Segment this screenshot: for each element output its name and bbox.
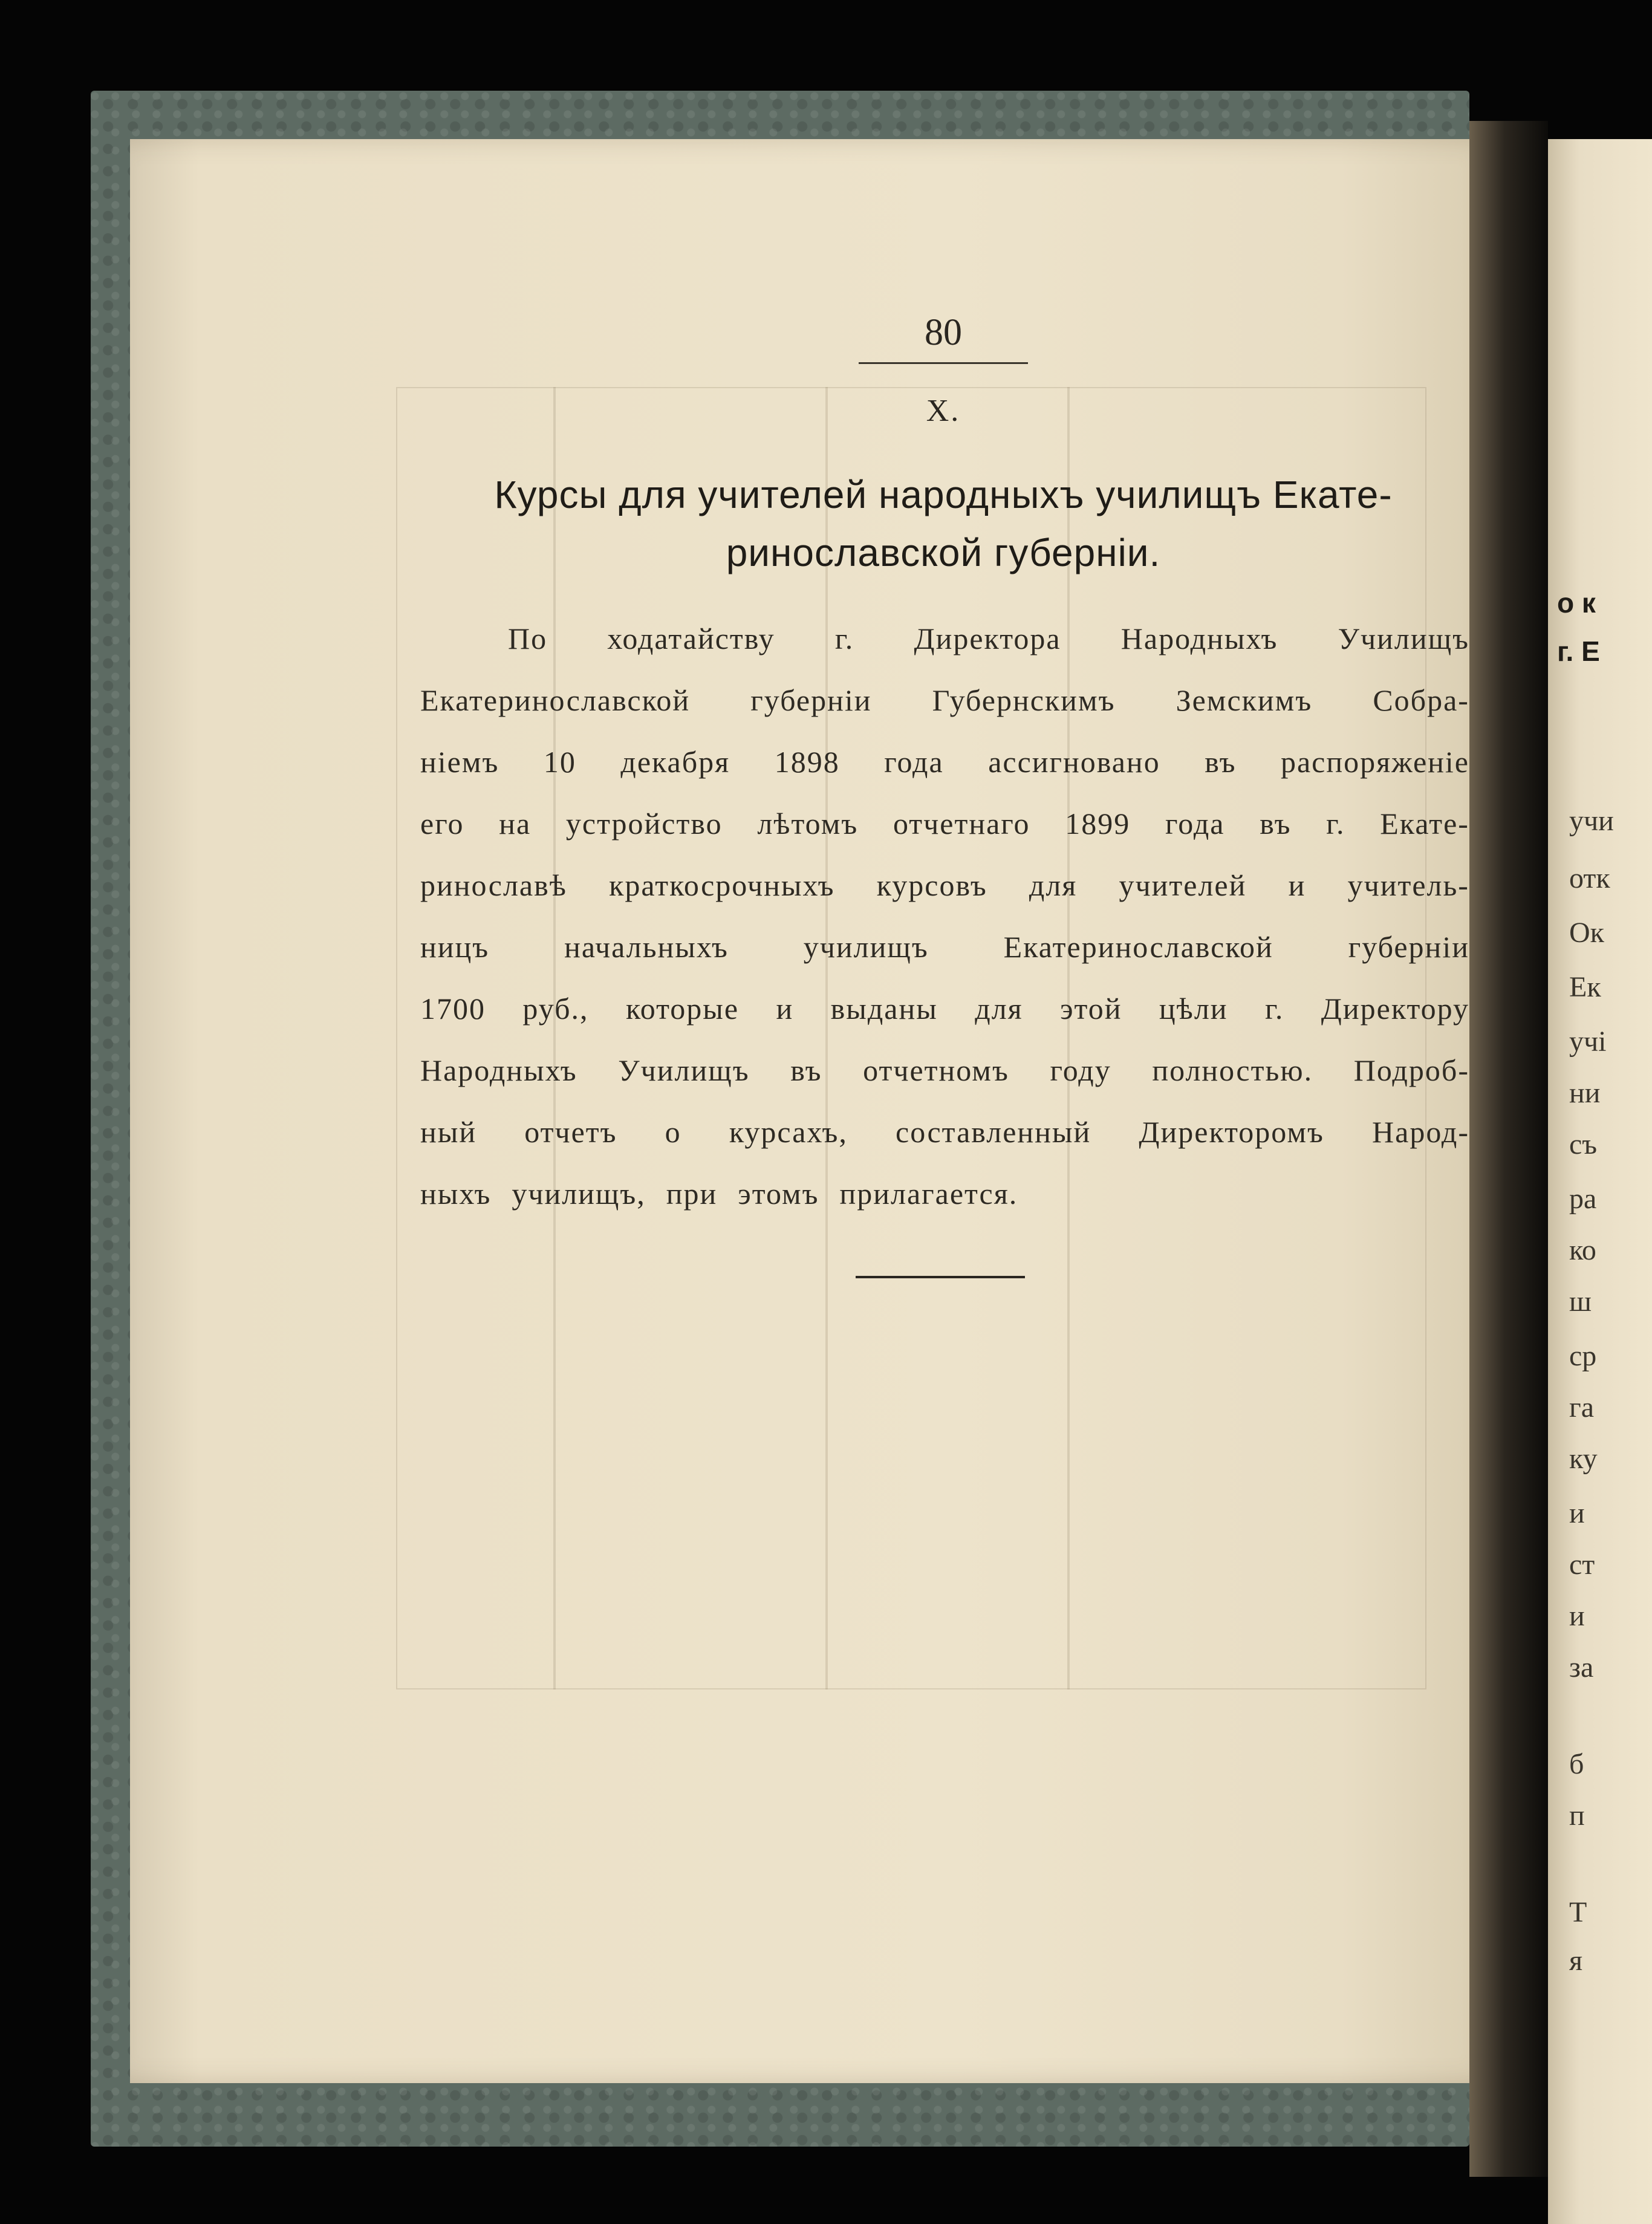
- word: лѣтомъ: [757, 807, 859, 841]
- word: въ: [1205, 745, 1237, 779]
- facing-text-fragment: и: [1569, 1600, 1585, 1632]
- text-line: [420, 608, 1469, 669]
- word: на: [499, 807, 532, 841]
- word: руб.,: [522, 992, 589, 1026]
- word: прилагается.: [839, 1177, 1018, 1211]
- word: которые: [625, 992, 740, 1026]
- word: года: [1165, 807, 1225, 841]
- word: для: [975, 992, 1023, 1026]
- word: Подроб-: [1353, 1053, 1469, 1087]
- section-title: [423, 466, 1463, 582]
- word: краткосрочныхъ: [609, 868, 835, 902]
- word: распоряженіе: [1280, 745, 1469, 779]
- text-line: [420, 669, 1469, 731]
- word: 1898: [774, 745, 840, 779]
- text-line: [420, 731, 1469, 793]
- word: начальныхъ: [564, 930, 729, 964]
- word: г.: [1326, 807, 1345, 841]
- facing-heading-fragment: г. Е: [1557, 636, 1600, 667]
- text-line: [420, 793, 1469, 854]
- word: ницъ: [420, 930, 490, 964]
- word: этомъ: [738, 1177, 819, 1211]
- word: 1700: [420, 992, 486, 1026]
- page-number: 80: [925, 312, 962, 353]
- facing-text-fragment: п: [1569, 1800, 1585, 1832]
- facing-text-fragment: ку: [1569, 1443, 1598, 1475]
- word: курсовъ: [876, 868, 987, 902]
- word: цѣли: [1159, 992, 1228, 1026]
- word: училищъ,: [512, 1177, 646, 1211]
- word: составленный: [896, 1115, 1091, 1149]
- word: ніемъ: [420, 745, 499, 779]
- word: Директора: [914, 622, 1061, 655]
- end-rule: [856, 1276, 1025, 1278]
- facing-text-fragment: учи: [1569, 805, 1614, 837]
- word: г.: [834, 622, 854, 655]
- word: выданы: [830, 992, 938, 1026]
- section-number: X.: [926, 394, 961, 428]
- body-paragraph: [420, 608, 1469, 1224]
- word: Директоромъ: [1139, 1115, 1324, 1149]
- word: Училищъ: [1338, 622, 1469, 655]
- word: декабря: [620, 745, 730, 779]
- facing-text-fragment: ш: [1569, 1286, 1592, 1318]
- word: при: [666, 1177, 718, 1211]
- word: учителей: [1119, 868, 1247, 902]
- word: устройство: [565, 807, 723, 841]
- word: 1899: [1065, 807, 1131, 841]
- word: и: [1288, 868, 1306, 902]
- word: Екатеринославской: [420, 683, 691, 717]
- facing-text-fragment: учі: [1569, 1026, 1607, 1058]
- word: Народныхъ: [420, 1053, 577, 1087]
- facing-text-fragment: Ок: [1569, 917, 1604, 949]
- word: учитель-: [1347, 868, 1469, 902]
- facing-text-fragment: Т: [1569, 1896, 1587, 1928]
- word: Екате-: [1380, 807, 1469, 841]
- facing-text-fragment: отк: [1569, 862, 1610, 894]
- word: отчетномъ: [863, 1053, 1009, 1087]
- book-gutter: [1469, 121, 1548, 2177]
- facing-text-fragment: ст: [1569, 1549, 1595, 1581]
- word: Народ-: [1372, 1115, 1469, 1149]
- facing-text-fragment: ко: [1569, 1234, 1596, 1266]
- word: отчетъ: [524, 1115, 617, 1149]
- facing-text-fragment: ни: [1569, 1077, 1601, 1109]
- text-line: [420, 916, 1469, 978]
- word: ринославѣ: [420, 868, 567, 902]
- facing-text-fragment: ср: [1569, 1340, 1597, 1372]
- word: Директору: [1321, 992, 1469, 1026]
- facing-text-fragment: Ек: [1569, 971, 1601, 1003]
- text-line: [420, 1163, 1469, 1224]
- word: губерніи: [1348, 930, 1469, 964]
- word: въ: [1260, 807, 1292, 841]
- word: ходатайству: [607, 622, 775, 655]
- word: курсахъ,: [729, 1115, 848, 1149]
- text-line: [420, 1039, 1469, 1101]
- word: ассигновано: [988, 745, 1160, 779]
- word: ный: [420, 1115, 477, 1149]
- word: этой: [1060, 992, 1122, 1026]
- word: Народныхъ: [1120, 622, 1278, 655]
- title-line: Курсы для учителей народныхъ училищъ Екате-: [494, 473, 1393, 516]
- word: Екатеринославской: [1003, 930, 1273, 964]
- facing-text-fragment: я: [1569, 1945, 1583, 1977]
- word: году: [1050, 1053, 1111, 1087]
- text-line: [420, 978, 1469, 1039]
- word: и: [776, 992, 794, 1026]
- word: въ: [790, 1053, 822, 1087]
- word: его: [420, 807, 464, 841]
- word: ныхъ: [420, 1177, 492, 1211]
- facing-heading-fragment: о к: [1557, 587, 1596, 619]
- word: г.: [1264, 992, 1284, 1026]
- word: Земскимъ: [1176, 683, 1313, 717]
- facing-text-fragment: и: [1569, 1497, 1585, 1529]
- word: года: [884, 745, 944, 779]
- word: губерніи: [750, 683, 872, 717]
- word: о: [665, 1115, 681, 1149]
- header-rule: [859, 362, 1028, 364]
- word: для: [1029, 868, 1078, 902]
- text-line: [420, 1101, 1469, 1163]
- word: Губернскимъ: [932, 683, 1116, 717]
- word: Училищъ: [618, 1053, 750, 1087]
- facing-text-fragment: ра: [1569, 1183, 1597, 1215]
- word: По: [508, 622, 548, 655]
- word: училищъ: [803, 930, 929, 964]
- facing-text-fragment: за: [1569, 1651, 1594, 1683]
- title-line: ринославской губерніи.: [726, 531, 1161, 574]
- facing-text-fragment: б: [1569, 1748, 1584, 1780]
- text-line: [420, 854, 1469, 916]
- right-page: [1548, 139, 1652, 2224]
- word: 10: [543, 745, 576, 779]
- word: отчетнаго: [893, 807, 1030, 841]
- facing-text-fragment: га: [1569, 1391, 1594, 1423]
- word: полностью.: [1152, 1053, 1313, 1087]
- facing-text-fragment: съ: [1569, 1128, 1598, 1160]
- page-header: [859, 311, 1028, 364]
- word: Собра-: [1373, 683, 1469, 717]
